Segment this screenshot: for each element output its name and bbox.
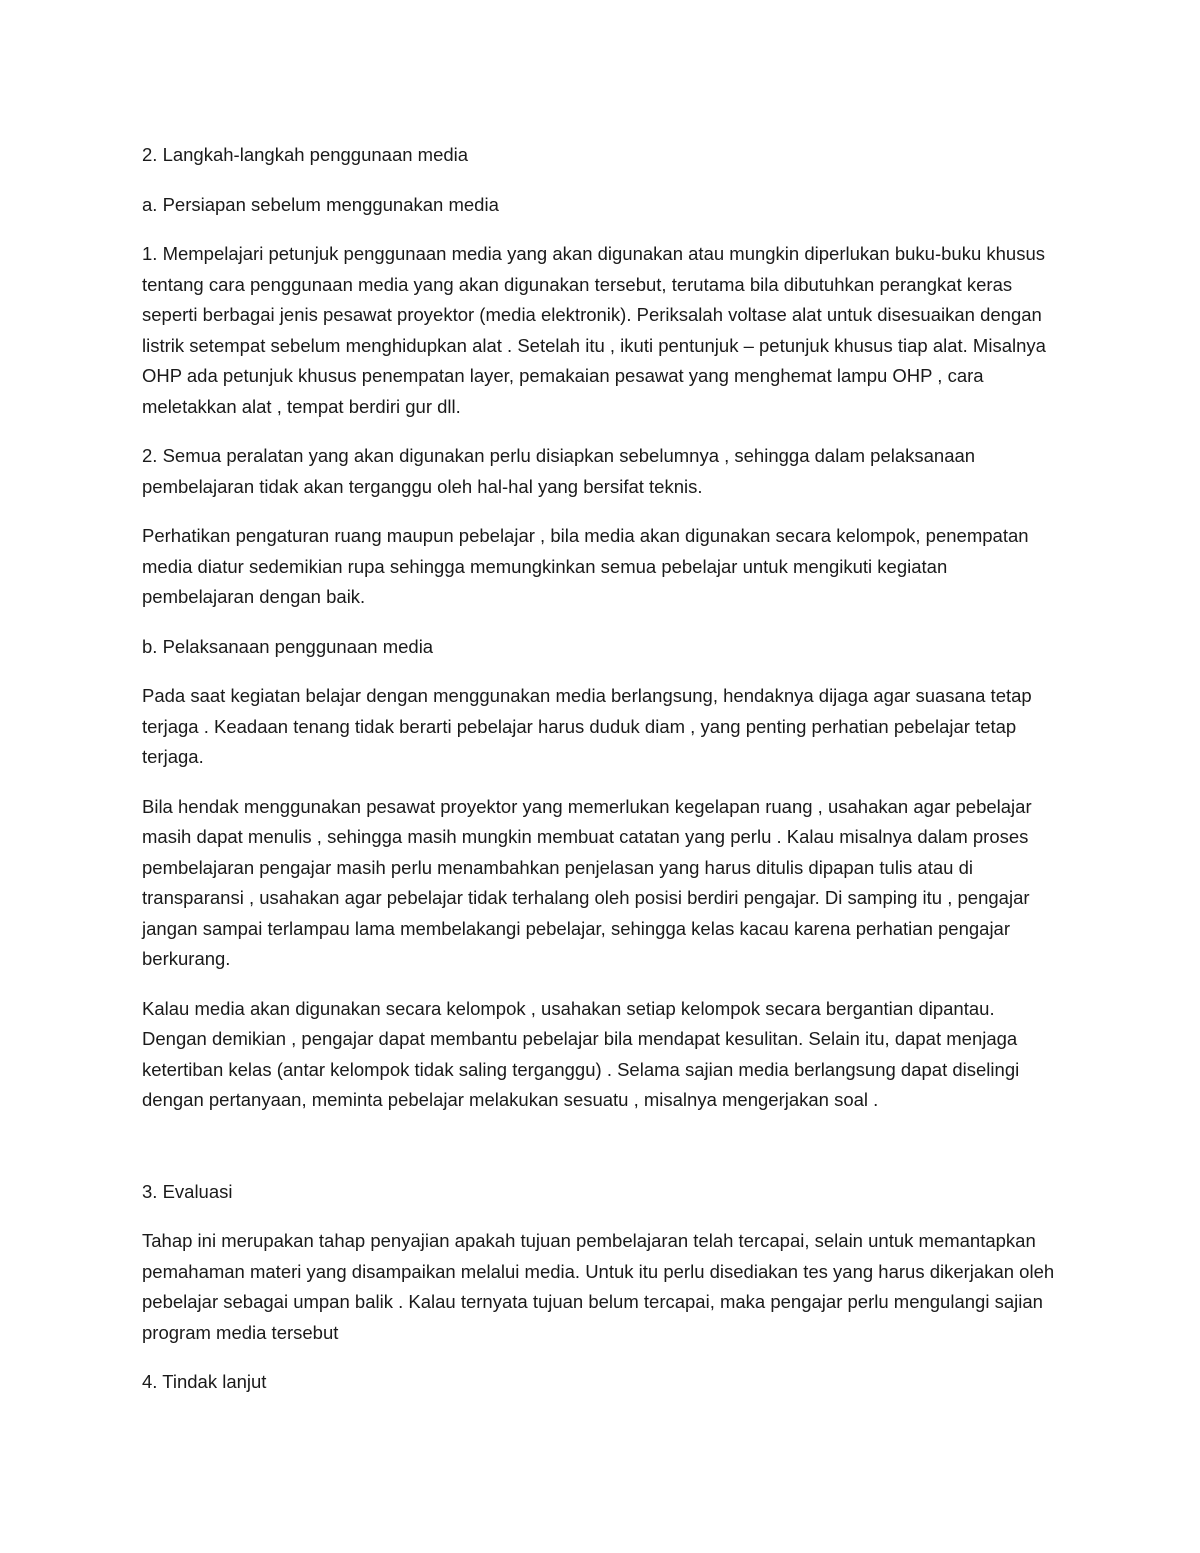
section-heading-tindak-lanjut: 4. Tindak lanjut: [142, 1371, 267, 1392]
paragraph-proyektor: Bila hendak menggunakan pesawat proyektor yang memerlukan kegelapan ruang , usahakan agar pebelajar masih dapat menulis , sehingga masih mungkin membuat catatan yang perlu . Kalau misalnya dalam proses pembelajaran pengajar masih perlu menambahkan penjelasan yang harus ditulis dipapan tulis atau di transparansi , usahakan agar pebelajar tidak terhalang oleh posisi berdiri pengajar. Di samping itu , pengajar jangan sampai terlampau lama membelakangi pebelajar, sehingga kelas kacau karena perhatian pengajar berkurang.: [142, 795, 1032, 969]
paragraph-petunjuk: 1. Mempelajari petunjuk penggunaan media yang akan digunakan atau mungkin diperlukan buku-buku khusus tentang cara penggunaan media yang akan digunakan tersebut, terutama bila dibutuhkan perangkat keras seperti berbagai jenis pesawat proyektor (media elektronik). Periksalah voltase alat untuk disesuaikan dengan listrik setempat sebelum menghidupkan alat . Setelah itu , ikuti pentunjuk – petunjuk khusus tiap alat. Misalnya OHP ada petunjuk khusus penempatan layer, pemakaian pesawat yang menghemat lampu OHP , cara meletakkan alat , tempat berdiri gur dll.: [142, 243, 1046, 417]
section-heading-langkah: 2. Langkah-langkah penggunaan media: [142, 144, 469, 165]
subheading-persiapan: a. Persiapan sebelum menggunakan media: [142, 193, 499, 215]
blank-line: [142, 1135, 1062, 1177]
section-heading-evaluasi: 3. Evaluasi: [142, 1180, 233, 1202]
paragraph-peralatan: 2. Semua peralatan yang akan digunakan perlu disiapkan sebelumnya , sehingga dalam pelaksanaan pembelajaran tidak akan terganggu oleh hal-hal yang bersifat teknis.: [142, 445, 976, 497]
paragraph-suasana: Pada saat kegiatan belajar dengan menggunakan media berlangsung, hendaknya dijaga agar suasana tetap terjaga . Keadaan tenang tidak berarti pebelajar harus duduk diam , yang penting perhatian pebelajar tetap terjaga.: [142, 685, 1032, 767]
paragraph-pengaturan-ruang: Perhatikan pengaturan ruang maupun pebelajar , bila media akan digunakan secara kelompok, penempatan media diatur sedemikian rupa sehingga memungkinkan semua pebelajar untuk mengikuti kegiatan pembelajaran dengan baik.: [142, 525, 1029, 607]
document-body: [142, 140, 1062, 1417]
subheading-pelaksanaan: b. Pelaksanaan penggunaan media: [142, 635, 434, 657]
paragraph-evaluasi: Tahap ini merupakan tahap penyajian apakah tujuan pembelajaran telah tercapai, selain untuk memantapkan pemahaman materi yang disampaikan melalui media. Untuk itu perlu disediakan tes yang harus dikerjakan oleh pebelajar sebagai umpan balik . Kalau ternyata tujuan belum tercapai, maka pengajar perlu mengulangi sajian program media tersebut: [142, 1230, 1055, 1343]
paragraph-kelompok: Kalau media akan digunakan secara kelompok , usahakan setiap kelompok secara bergantian dipantau. Dengan demikian , pengajar dapat membantu pebelajar bila mendapat kesulitan. Selain itu, dapat menjaga ketertiban kelas (antar kelompok tidak saling terganggu) . Selama sajian media berlangsung dapat diselingi dengan pertanyaan, meminta pebelajar melakukan sesuatu , misalnya mengerjakan soal .: [142, 997, 1020, 1110]
